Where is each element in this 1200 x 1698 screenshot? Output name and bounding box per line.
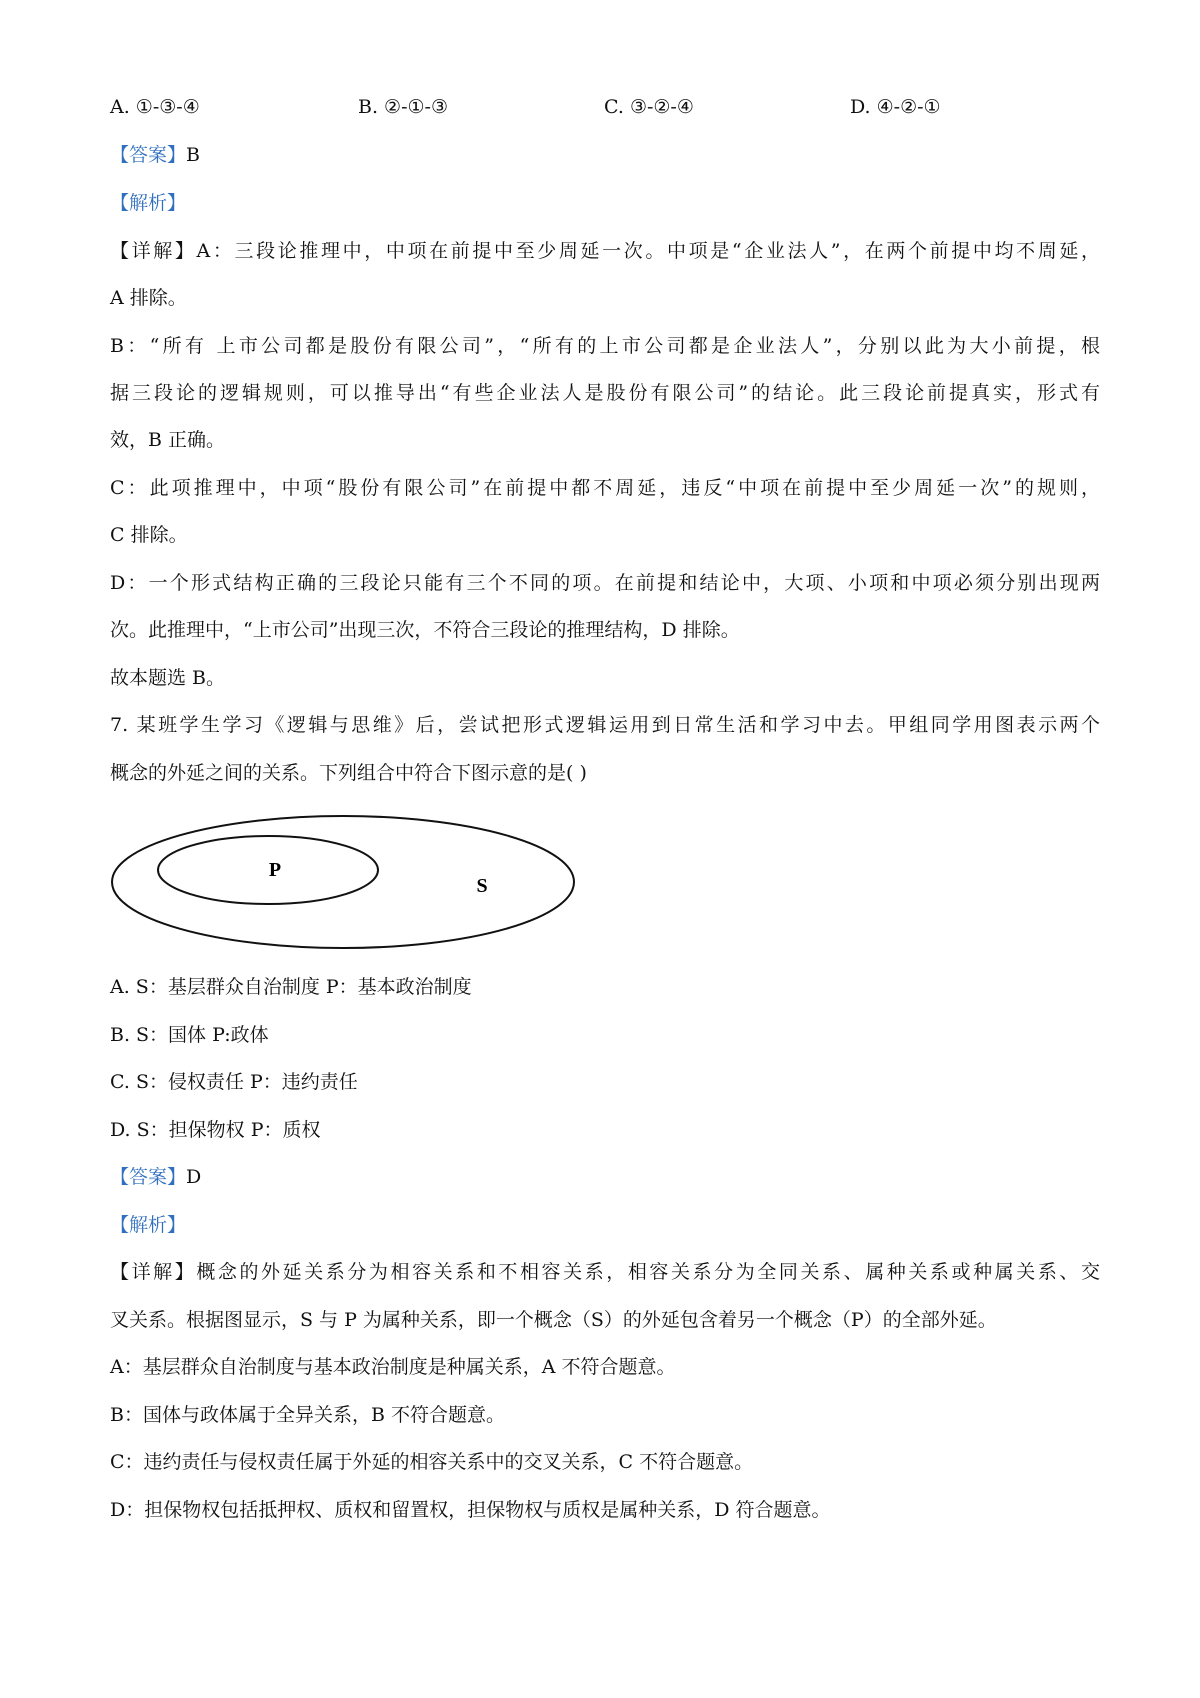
q7-detail-line-5: C：违约责任与侵权责任属于外延的相容关系中的交叉关系，C 不符合题意。 [110,1451,754,1473]
q7-analysis-line [110,1210,1100,1240]
answer-value: B [186,144,200,166]
analysis-tag: 【解析】 [110,192,187,214]
detail-tag: 【详解】 [110,240,197,262]
option-a: A. ①-③-④ [110,96,200,118]
label-p: P [268,859,282,881]
question7-option-d: D. S：担保物权 P：质权 [110,1119,321,1141]
detail-line-2: A 排除。 [110,287,187,309]
detail-text: A：三段论推理中，中项在前提中至少周延一次。中项是“企业法人”，在两个前提中均不周延， [196,240,1100,262]
q7-detail-tag: 【详解】 [110,1261,197,1283]
q7-detail-text: 概念的外延关系分为相容关系和不相容关系，相容关系分为全同关系、属种关系或种属关系、交 [196,1261,1100,1283]
detail-line-10: 故本题选 B。 [110,667,226,689]
analysis-line [110,188,1100,218]
question7-option-c: C. S：侵权责任 P：违约责任 [110,1071,358,1093]
q7-detail-line-4: B：国体与政体属于全异关系，B 不符合题意。 [110,1404,505,1426]
answer-line [110,140,1100,170]
question7-option-b: B. S：国体 P:政体 [110,1024,269,1046]
q7-detail-line-2: 叉关系。根据图显示，S 与 P 为属种关系，即一个概念（S）的外延包含着另一个概念（P）的全部外延。 [110,1309,997,1331]
q7-answer-value: D [186,1166,202,1188]
q7-analysis-tag: 【解析】 [110,1214,187,1236]
question7-stem-2: 概念的外延之间的关系。下列组合中符合下图示意的是( ) [110,762,587,784]
q7-detail-line-3: A：基层群众自治制度与基本政治制度是种属关系，A 不符合题意。 [110,1356,676,1378]
option-b: B. ②-①-③ [358,96,448,118]
question7-option-a: A. S：基层群众自治制度 P：基本政治制度 [110,976,472,998]
detail-line-6: C：此项推理中，中项“股份有限公司”在前提中都不周延，违反“中项在前提中至少周延一次”的规则， [110,477,1100,499]
detail-line-5: 效，B 正确。 [110,429,226,451]
detail-line-1 [110,236,1100,266]
answer-tag: 【答案】 [110,144,187,166]
q7-detail-line-1 [110,1257,1100,1287]
q7-answer-line [110,1162,1100,1192]
detail-line-4: 据三段论的逻辑规则，可以推导出“有些企业法人是股份有限公司”的结论。此三段论前提真实，形式有 [110,382,1100,404]
label-s: S [476,875,488,897]
detail-line-7: C 排除。 [110,524,188,546]
q7-answer-tag: 【答案】 [110,1166,187,1188]
question7-stem-1: 7. 某班学生学习《逻辑与思维》后，尝试把形式逻辑运用到日常生活和学习中去。甲组同学用图表示两个 [110,714,1100,736]
venn-diagram [110,812,590,952]
outer-ellipse-s [112,816,574,948]
detail-line-8: D：一个形式结构正确的三段论只能有三个不同的项。在前提和结论中，大项、小项和中项必须分别出现两 [110,572,1100,594]
option-c: C. ③-②-④ [604,96,694,118]
detail-line-9: 次。此推理中，“上市公司”出现三次，不符合三段论的推理结构，D 排除。 [110,619,740,641]
option-d: D. ④-②-① [850,96,941,118]
q7-detail-line-6: D：担保物权包括抵押权、质权和留置权，担保物权与质权是属种关系，D 符合题意。 [110,1499,831,1521]
detail-line-3: B：“所有 上市公司都是股份有限公司”，“所有的上市公司都是企业法人”，分别以此为大小前提，根 [110,335,1100,357]
